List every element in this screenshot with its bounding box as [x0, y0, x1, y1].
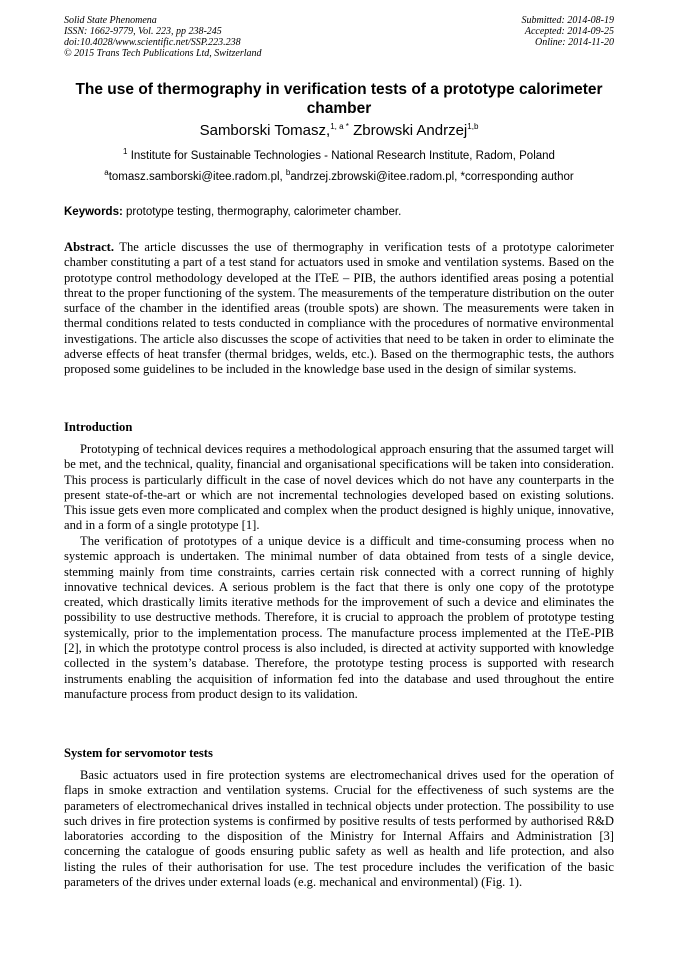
- email-b: andrzej.zbrowski@itee.radom.pl, *corresponding author: [290, 171, 574, 183]
- abstract-text: The article discusses the use of thermography in verification tests of a prototype calorimeter chamber constituting a part of a test stand for actuators used in smoke and ventilation systems. Based on the prototype control methodology developed at the ITeE – PIB, the authors identified areas posing a potential threat to the proper functioning of the system. The measurements of the temperature distribution on the outer surface of the chamber in the identified areas (trouble spots) are shown. The measurements were taken in thermal conditions related to tests conducted in compliance with the procedures of normative environmental investigations. The article also discusses the scope of activities that need to be taken in order to eliminate the adverse effects of heat transfer (thermal bridges, welds, etc.). Based on the thermographic tests, the authors proposed some guidelines to be included in the knowledge base used in the design of similar systems.: [64, 240, 615, 377]
- paper-title: The use of thermography in verification tests of a prototype calorimeter chamber: [75, 81, 603, 117]
- keywords: [64, 205, 614, 219]
- introduction-heading: Introduction: [64, 420, 133, 434]
- submitted-date: Submitted: 2014-08-19: [521, 15, 614, 26]
- issn-line: ISSN: 1662-9779, Vol. 223, pp 238-245: [64, 26, 222, 37]
- abstract-label: Abstract.: [64, 240, 115, 254]
- author-1-affiliation: 1, a *: [330, 122, 349, 131]
- introduction-paragraph: The verification of prototypes of a unique device is a difficult and time-consuming process when no systemic approach is undertaken. The minimal number of data obtained from tests of a single device, stemming mainly from time constraints, carries certain risk connected with a correct running of highly innovative technical devices. A serious problem is the fact that there is only one copy of the prototype created, which drastically limits iterative methods for the improvement of such a device and eliminates the possibility to use destructive methods. Therefore, it is crucial to approach the problem of prototype testing systemically, prior to the implementation process. The manufacture process implemented at the ITeE-PIB [2], in which the prototype control process is also included, is directed at activity supported with knowledge collected in the system’s database. Therefore, the prototype testing process is supported with research instruments enabling the acquisition of information fed into the database and used throughout the entire manufacture process from product design to its validation.: [64, 534, 614, 701]
- system-heading: System for servomotor tests: [64, 746, 213, 760]
- author-line: [64, 122, 614, 140]
- email-line: [64, 170, 614, 184]
- author-2: Zbrowski Andrzej: [353, 122, 468, 139]
- keywords-text: prototype testing, thermography, calorimeter chamber.: [126, 206, 402, 218]
- online-date: Online: 2014-11-20: [535, 37, 614, 48]
- email-b-marker: b: [285, 168, 291, 178]
- accepted-date: Accepted: 2014-09-25: [524, 26, 614, 37]
- doi-line: doi:10.4028/www.scientific.net/SSP.223.238: [64, 37, 241, 48]
- email-a: tomasz.samborski@itee.radom.pl,: [108, 171, 286, 183]
- introduction-paragraph: Prototyping of technical devices requires a methodological approach ensuring that the assumed target will be met, and the technical, quality, financial and organisational specifications will be taken into consideration. This process is particularly difficult in the case of novel devices which do not have any counterparts in the present state-of-the-art or which are not incremental technologies developed based on existing solutions. This issue gets even more complicated and complex when the product designed is highly unique, innovative, and in a form of a single prototype [1].: [64, 442, 614, 533]
- author-2-affiliation: 1,b: [467, 122, 479, 131]
- author-1: Samborski Tomasz,: [199, 122, 331, 139]
- affiliation-text: Institute for Sustainable Technologies - National Research Institute, Radom, Poland: [130, 150, 555, 162]
- keywords-label: Keywords:: [64, 206, 123, 218]
- journal-info: [64, 15, 262, 59]
- system-paragraph: Basic actuators used in fire protection systems are electromechanical drives used for the operation of flaps in smoke extraction and ventilation systems. Crucial for the effectiveness of such systems are the parameters of electromechanical drives installed in technical objects under protection. The possibility to use such drives in fire protection systems is confirmed by positive results of tests performed by authorised R&D laboratories according to the disposition of the Ministry for Internal Affairs and Administration [3] concerning the catalogue of goods ensuring public safety as well as health and life protection, and also listing the rules of their authorisation for use. The test procedure includes the verification of the basic parameters of the drives under external loads (e.g. mechanical and environmental) (Fig. 1).: [64, 768, 614, 890]
- journal-name: Solid State Phenomena: [64, 15, 157, 26]
- copyright-line: © 2015 Trans Tech Publications Ltd, Switzerland: [64, 48, 262, 59]
- affiliation-number: 1: [123, 147, 128, 157]
- abstract: [64, 240, 614, 378]
- email-a-marker: a: [104, 168, 109, 178]
- affiliation: [64, 149, 614, 163]
- submission-dates: [522, 15, 615, 48]
